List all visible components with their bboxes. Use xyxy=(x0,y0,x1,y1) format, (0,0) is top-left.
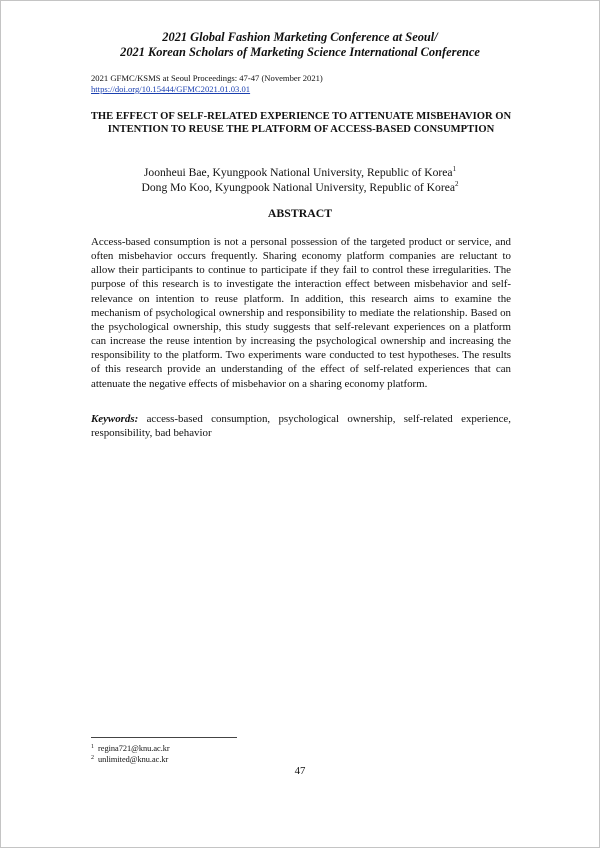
author-1-affiliation: Joonheui Bae, Kyungpook National University, Republic of Korea xyxy=(143,166,453,179)
footnote-1 xyxy=(91,744,170,754)
footnote-1-email: regina721@knu.ac.kr xyxy=(98,744,170,753)
footnote-2-mark: 2 xyxy=(91,755,94,761)
author-2-footnote-mark[interactable]: 2 xyxy=(455,180,459,188)
keywords-label: Keywords: xyxy=(91,413,139,425)
footnote-1-mark: 1 xyxy=(91,744,94,750)
author-1-footnote-mark[interactable]: 1 xyxy=(452,165,457,173)
footnote-2-email: unlimited@knu.ac.kr xyxy=(98,755,169,764)
author-2-affiliation: Dong Mo Koo, Kyungpook National University, Republic of Korea xyxy=(141,181,456,194)
page-number: 47 xyxy=(294,765,306,777)
proceedings-citation: 2021 GFMC/KSMS at Seoul Proceedings: 47-47 (November 2021) xyxy=(91,73,323,83)
conference-title-line1: 2021 Global Fashion Marketing Conference at Seoul/ xyxy=(162,30,438,44)
paper-title: THE EFFECT OF SELF-RELATED EXPERIENCE TO ATTENUATE MISBEHAVIOR ON INTENTION TO REUSE THE PLATFORM OF ACCESS-BASED CONSUMPTION xyxy=(90,111,512,136)
author-2 xyxy=(1,180,599,195)
conference-title-line2: 2021 Korean Scholars of Marketing Science International Conference xyxy=(120,45,480,59)
abstract-body: Access-based consumption is not a personal possession of the targeted product or service, and often misbehavior occurs frequently. Sharing economy platform companies are reluctant to allow their participants to continue to participate if they fail to control these irregularities. The purpose of this research is to investigate the interaction effect between misbehavior and self-relevance on intention to reuse platform. In addition, this research aims to examine the mechanism of psychological ownership and responsibility to mediate the relationship. Based on the psychological ownership, this study suggests that self-relevant experiences on a platform can increase the reuse intention by increasing the psychological ownership and increasing the responsibility to the platform. Two experiments ware conducted to test hypotheses. The results of this research provide an understanding of the effect of self-related experiences that can attenuate the negative effects of misbehavior on a sharing economy platform. xyxy=(91,236,511,390)
footnote-divider xyxy=(91,737,237,738)
footnote-2 xyxy=(91,755,168,765)
keywords-text: access-based consumption, psychological ownership, self-related experience, responsibility, bad behavior xyxy=(91,413,511,440)
keywords xyxy=(91,412,511,440)
author-1 xyxy=(1,165,599,180)
abstract-heading: ABSTRACT xyxy=(267,206,333,220)
doi-link[interactable]: https://doi.org/10.15444/GFMC2021.01.03.01 xyxy=(91,84,251,94)
